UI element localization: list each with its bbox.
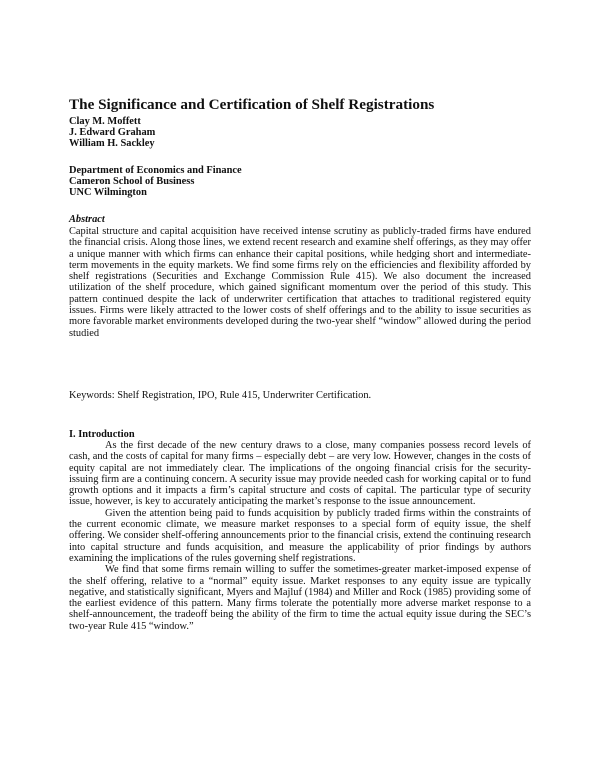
affiliation-line: Cameron School of Business: [69, 176, 195, 188]
author-name: Clay M. Moffett: [69, 116, 141, 127]
affiliation-line: UNC Wilmington: [69, 187, 147, 199]
abstract-heading: Abstract: [69, 214, 105, 225]
keywords-line: Keywords: Shelf Registration, IPO, Rule 415, Underwriter Certification.: [69, 390, 372, 401]
abstract-text: Capital structure and capital acquisition have received intense scrutiny as publicly-traded firms have endured the financial crisis. Along those lines, we extend recent research and examine shelf offerings, as they may offer a unique manner with which firms can enhance their capital positions, while hedging short and intermediate-term movements in the equity markets. We find some firms rely on the efficiencies and flexibility afforded by shelf registrations (Securities and Exchange Commission Rule 415). We also document the increased utilization of the shelf procedure, which gained significant momentum over the period of this study. This pattern continued despite the lack of underwriter certification that attaches to traditional registered equity issues. Firms were likely attracted to the lower costs of shelf offerings and to the ability to issue securities as more favorable market environments developed during the two-year shelf “window” allowed during the period studied: [69, 226, 531, 339]
paper-title: The Significance and Certification of Shelf Registrations: [69, 96, 435, 113]
paragraph: As the first decade of the new century draws to a close, many companies possess record levels of cash, and the costs of capital for many firms – especially debt – are very low. However, changes in the costs of equity capital are not immediately clear. The implications of the ongoing financial crisis for the security-issuing firm are a continuing concern. A security issue may provide needed cash for working capital or to fund growth options and it impacts a firm’s capital structure and costs of capital. The particular type of security issue, however, is key to accurately anticipating the market’s response to the issue announcement.: [69, 440, 531, 508]
introduction-body: [69, 440, 531, 632]
paragraph: We find that some firms remain willing to suffer the sometimes-greater market-imposed expense of the shelf offering, relative to a “normal” equity issue. Market responses to any equity issue are typically negative, and statistically significant, Myers and Majluf (1984) and Miller and Rock (1985) providing some of the earliest evidence of this pattern. Many firms tolerate the potentially more adverse market response to a shelf-announcement, the tradeoff being the ability of the firm to time the actual equity issue during the SEC’s two-year Rule 415 “window.”: [69, 564, 531, 632]
affiliation-line: Department of Economics and Finance: [69, 165, 242, 176]
paragraph: Given the attention being paid to funds acquisition by publicly traded firms within the constraints of the current economic climate, we measure market responses to a special form of equity issue, the shelf offering. We consider shelf-offering announcements prior to the financial crisis, extend the continuing research into capital structure and funds acquisition, and measure the applicability of prior findings by authors examining the implications of the rules governing shelf registrations.: [69, 507, 531, 564]
author-list: [69, 116, 155, 150]
section-heading-introduction: I. Introduction: [69, 429, 135, 440]
author-name: William H. Sackley: [69, 138, 155, 150]
author-name: J. Edward Graham: [69, 127, 156, 139]
affiliation-block: [69, 165, 242, 199]
